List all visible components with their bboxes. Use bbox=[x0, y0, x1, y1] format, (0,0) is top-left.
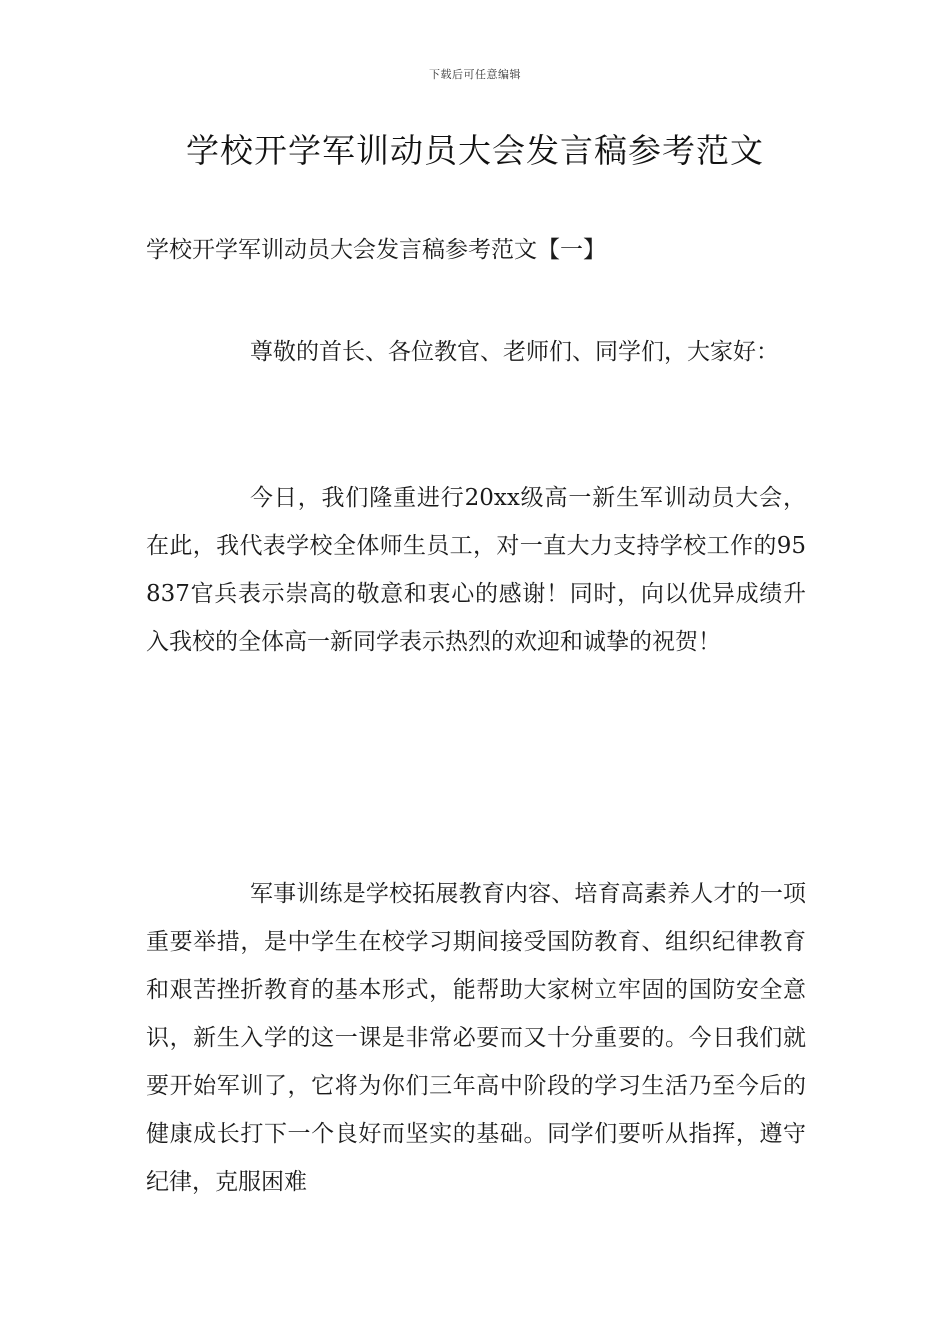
paragraph-1: 今日，我们隆重进行20xx级高一新生军训动员大会，在此，我代表学校全体师生员工，对一直大力支持学校工作的95837官兵表示崇高的敬意和衷心的感谢！同时，向以优异成绩升入我校的全体高一新同学表示热烈的欢迎和诚挚的祝贺！ bbox=[146, 485, 806, 655]
paragraph-2: 军事训练是学校拓展教育内容、培育高素养人才的一项重要举措，是中学生在校学习期间接受国防教育、组织纪律教育和艰苦挫折教育的基本形式，能帮助大家树立牢固的国防安全意识，新生入学的这一课是非常必要而又十分重要的。今日我们就要开始军训了，它将为你们三年高中阶段的学习生活乃至今后的健康成长打下一个良好而坚实的基础。同学们要听从指挥，遵守纪律，克服困难 bbox=[146, 881, 806, 1195]
section-heading: 学校开学军训动员大会发言稿参考范文【一】 bbox=[146, 237, 606, 263]
paragraph-greeting: 尊敬的首长、各位教官、老师们、同学们，大家好： bbox=[250, 339, 779, 365]
header-note: 下载后可任意编辑 bbox=[429, 68, 521, 81]
document-title: 学校开学军训动员大会发言稿参考范文 bbox=[186, 131, 764, 170]
